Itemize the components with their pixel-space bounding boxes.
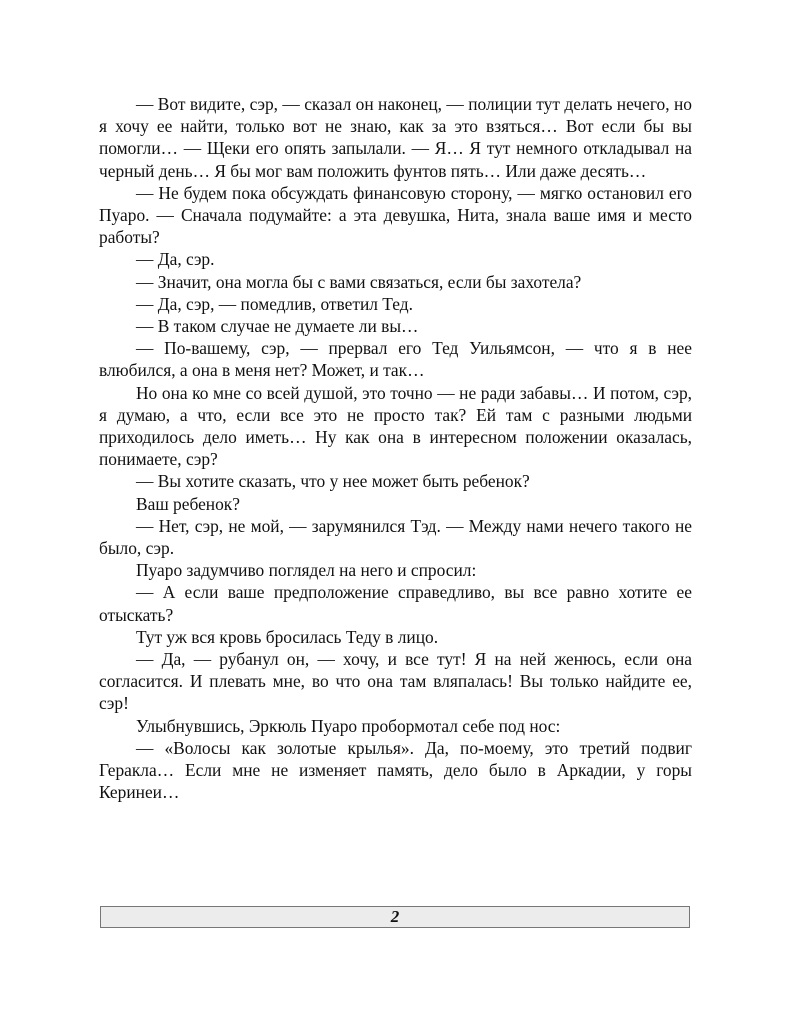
paragraph-10: Ваш ребенок? — [136, 493, 240, 514]
paragraph-11: — Нет, сэр, не мой, — зарумянился Тэд. — Между нами нечего такого не было, сэр. — [99, 515, 692, 559]
paragraph-17: — «Волосы как золотые крылья». Да, по-моему, это третий подвиг Геракла… Если мне не изменяет память, дело было в Аркадии, у горы Керинеи… — [99, 737, 692, 803]
paragraph-1: — Вот видите, сэр, — сказал он наконец, — полиции тут делать нечего, но я хочу ее найти, только вот не знаю, как за это взяться… Вот если бы вы помогли… — Щеки его опять запылали. — Я… Я тут немного откладывал на черный день… Я бы мог вам положить фунтов пять… Или даже десять… — [99, 94, 692, 181]
paragraph-12: Пуаро задумчиво поглядел на него и спросил: — [136, 560, 477, 581]
paragraph-15: — Да, — рубанул он, — хочу, и все тут! Я на ней женюсь, если она согласится. И плевать мне, во что она там вляпалась! Вы только найдите ее, сэр! — [99, 649, 692, 714]
paragraph-5: — Да, сэр, — помедлив, ответил Тед. — [136, 293, 413, 314]
paragraph-8: Но она ко мне со всей душой, это точно — не ради забавы… И потом, сэр, я думаю, а что, если все это не просто так? Ей там с разными людьми приходилось дело иметь… Ну как она в интересном положении оказалась, понимаете, сэр? — [99, 382, 692, 470]
paragraph-13: — А если ваше предположение справедливо, вы все равно хотите ее отыскать? — [99, 582, 692, 625]
paragraph-4: — Значит, она могла бы с вами связаться, если бы захотела? — [136, 271, 582, 292]
paragraph-14: Тут уж вся кровь бросилась Теду в лицо. — [136, 626, 439, 647]
page-number: 2 — [390, 907, 400, 926]
page-footer — [100, 906, 690, 928]
paragraph-7: — По-вашему, сэр, — прервал его Тед Уильямсон, — что я в нее влюбился, а она в меня нет? Может, и так… — [99, 338, 692, 381]
paragraph-2: — Не будем пока обсуждать финансовую сторону, — мягко остановил его Пуаро. — Сначала подумайте: а эта девушка, Нита, знала ваше имя и место работы? — [99, 182, 692, 248]
paragraph-16: Улыбнувшись, Эркюль Пуаро пробормотал себе под нос: — [136, 715, 561, 736]
paragraph-3: — Да, сэр. — [136, 249, 215, 270]
paragraph-9: — Вы хотите сказать, что у нее может быть ребенок? — [136, 471, 530, 492]
document-body — [99, 93, 692, 804]
paragraph-6: — В таком случае не думаете ли вы… — [136, 316, 419, 337]
